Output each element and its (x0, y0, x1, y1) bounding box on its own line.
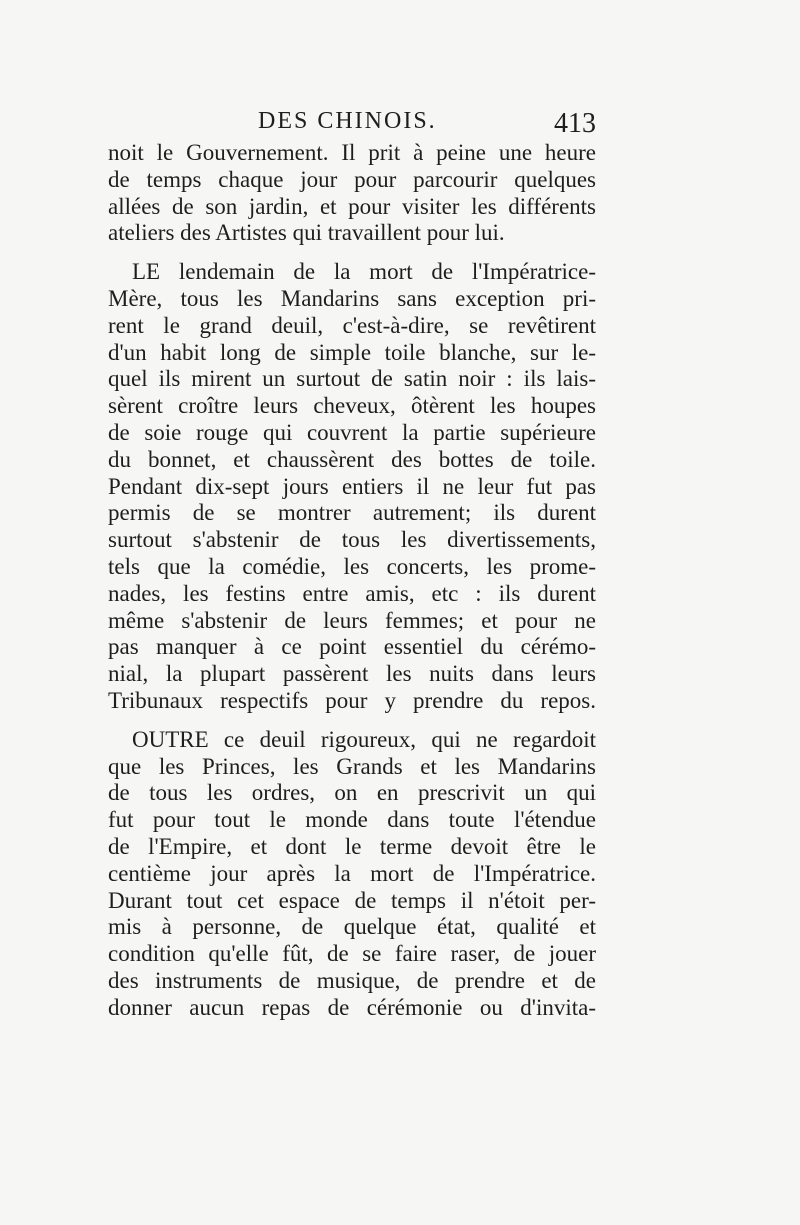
body-text (108, 140, 596, 1022)
paragraph (108, 259, 596, 715)
text-line: tels que la comédie, les concerts, les prome- (108, 553, 596, 579)
text-line: noit le Gouvernement. Il prit à peine une heure (108, 140, 596, 165)
text-line: de soie rouge qui couvrent la partie supérieure (108, 419, 596, 445)
text-line: de l'Empire, et dont le terme devoit être le (108, 833, 596, 859)
paragraph (108, 140, 596, 247)
text-line: Pendant dix-sept jours entiers il ne leur fut pas (108, 473, 596, 499)
text-line: donner aucun repas de cérémonie ou d'invita- (108, 994, 596, 1020)
text-line: Durant tout cet espace de temps il n'étoit per- (108, 887, 596, 913)
text-line: mis à personne, de quelque état, qualité et (108, 914, 596, 940)
text-line: LE lendemain de la mort de l'Impératrice- (132, 259, 596, 285)
text-line: ateliers des Artistes qui travaillent pour lui. (108, 220, 505, 246)
text-line: rent le grand deuil, c'est-à-dire, se revêtirent (108, 312, 596, 338)
text-line: des instruments de musique, de prendre et de (108, 967, 596, 993)
running-head-title: DES CHINOIS. (258, 108, 437, 134)
text-line: sèrent croître leurs cheveux, ôtèrent les houpes (108, 393, 596, 419)
text-line: même s'abstenir de leurs femmes; et pour ne (108, 607, 596, 633)
page-number: 413 (554, 108, 596, 139)
text-line: pas manquer à ce point essentiel du cérémo- (108, 634, 596, 660)
text-line: quel ils mirent un surtout de satin noir : ils lais- (108, 366, 596, 392)
text-line: permis de se montrer autrement; ils durent (108, 500, 596, 526)
text-line: fut pour tout le monde dans toute l'étendue (108, 807, 596, 833)
text-line: de temps chaque jour pour parcourir quelques (108, 166, 596, 192)
text-line: nial, la plupart passèrent les nuits dans leurs (108, 661, 596, 687)
text-line: que les Princes, les Grands et les Mandarins (108, 753, 596, 779)
text-line: OUTRE ce deuil rigoureux, qui ne regardoit (132, 726, 596, 752)
text-line: Mère, tous les Mandarins sans exception pri- (108, 285, 596, 311)
text-line: centième jour après la mort de l'Impératrice. (108, 860, 596, 886)
text-line: condition qu'elle fût, de se faire raser, de jouer (108, 941, 596, 967)
text-line: nades, les festins entre amis, etc : ils durent (108, 580, 596, 606)
paragraph (108, 727, 596, 1022)
text-line: Tribunaux respectifs pour y prendre du repos. (108, 687, 596, 713)
text-line: de tous les ordres, on en prescrivit un qui (108, 780, 596, 806)
text-line: allées de son jardin, et pour visiter les différents (108, 193, 596, 219)
text-line: surtout s'abstenir de tous les divertissements, (108, 527, 596, 553)
text-line: d'un habit long de simple toile blanche, sur le- (108, 339, 596, 365)
text-line: du bonnet, et chaussèrent des bottes de toile. (108, 446, 596, 472)
